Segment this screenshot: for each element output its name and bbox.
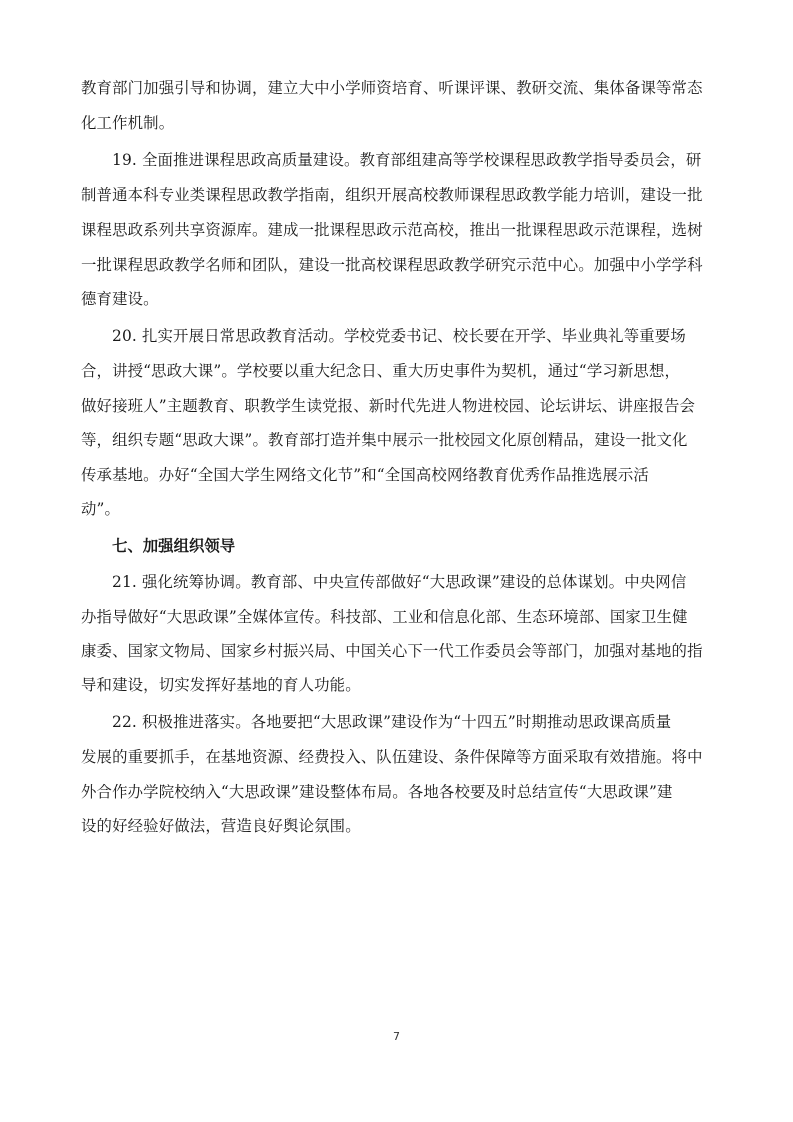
paragraph-line: 发展的重要抓手，在基地资源、经费投入、队伍建设、条件保障等方面采取有效措施。将中 bbox=[81, 748, 703, 766]
paragraph-line: 教育部门加强引导和协调，建立大中小学师资培育、听课评课、教研交流、集体备课等常态 bbox=[81, 79, 703, 97]
paragraph-line: 导和建设，切实发挥好基地的育人功能。 bbox=[81, 676, 361, 694]
paragraph-line: 办指导做好“大思政课”全媒体宣传。科技部、工业和信息化部、生态环境部、国家卫生健 bbox=[81, 608, 688, 626]
paragraph-line: 传承基地。办好“全国大学生网络文化节”和“全国高校网络教育优秀作品推选展示活 bbox=[81, 466, 649, 484]
paragraph-line: 康委、国家文物局、国家乡村振兴局、中国关心下一代工作委员会等部门，加强对基地的指 bbox=[81, 642, 703, 660]
page-number: 7 bbox=[393, 1030, 400, 1043]
paragraph-line: 合，讲授“思政大课”。学校要以重大纪念日、重大历史事件为契机，通过“学习新思想， bbox=[81, 362, 681, 380]
paragraph-line: 设的好经验好做法，营造良好舆论氛围。 bbox=[81, 817, 361, 835]
paragraph-line: 做好接班人”主题教育、职教学生读党报、新时代先进人物进校园、论坛讲坛、讲座报告会 bbox=[81, 397, 696, 415]
paragraph-line: 21. 强化统筹协调。教育部、中央宣传部做好“大思政课”建设的总体谋划。中央网信 bbox=[112, 573, 687, 591]
paragraph-line: 动”。 bbox=[81, 500, 121, 518]
paragraph-line: 20. 扎实开展日常思政教育活动。学校党委书记、校长要在开学、毕业典礼等重要场 bbox=[112, 327, 686, 345]
paragraph-line: 外合作办学院校纳入“大思政课”建设整体布局。各地各校要及时总结宣传“大思政课”建 bbox=[81, 783, 673, 801]
section-heading: 七、加强组织领导 bbox=[112, 537, 236, 555]
paragraph-line: 等，组织专题“思政大课”。教育部打造并集中展示一批校园文化原创精品，建设一批文化 bbox=[81, 431, 688, 449]
paragraph-line: 课程思政系列共享资源库。建成一批课程思政示范高校，推出一批课程思政示范课程，选树 bbox=[81, 221, 703, 239]
paragraph-line: 一批课程思政教学名师和团队，建设一批高校课程思政教学研究示范中心。加强中小学学科 bbox=[81, 256, 703, 274]
paragraph-line: 制普通本科专业类课程思政教学指南，组织开展高校教师课程思政教学能力培训，建设一批 bbox=[81, 186, 703, 204]
paragraph-line: 19. 全面推进课程思政高质量建设。教育部组建高等学校课程思政教学指导委员会，研 bbox=[112, 151, 702, 169]
paragraph-line: 化工作机制。 bbox=[81, 114, 175, 132]
paragraph-line: 22. 积极推进落实。各地要把“大思政课”建设作为“十四五”时期推动思政课高质量 bbox=[112, 713, 672, 731]
paragraph-line: 德育建设。 bbox=[81, 290, 159, 308]
